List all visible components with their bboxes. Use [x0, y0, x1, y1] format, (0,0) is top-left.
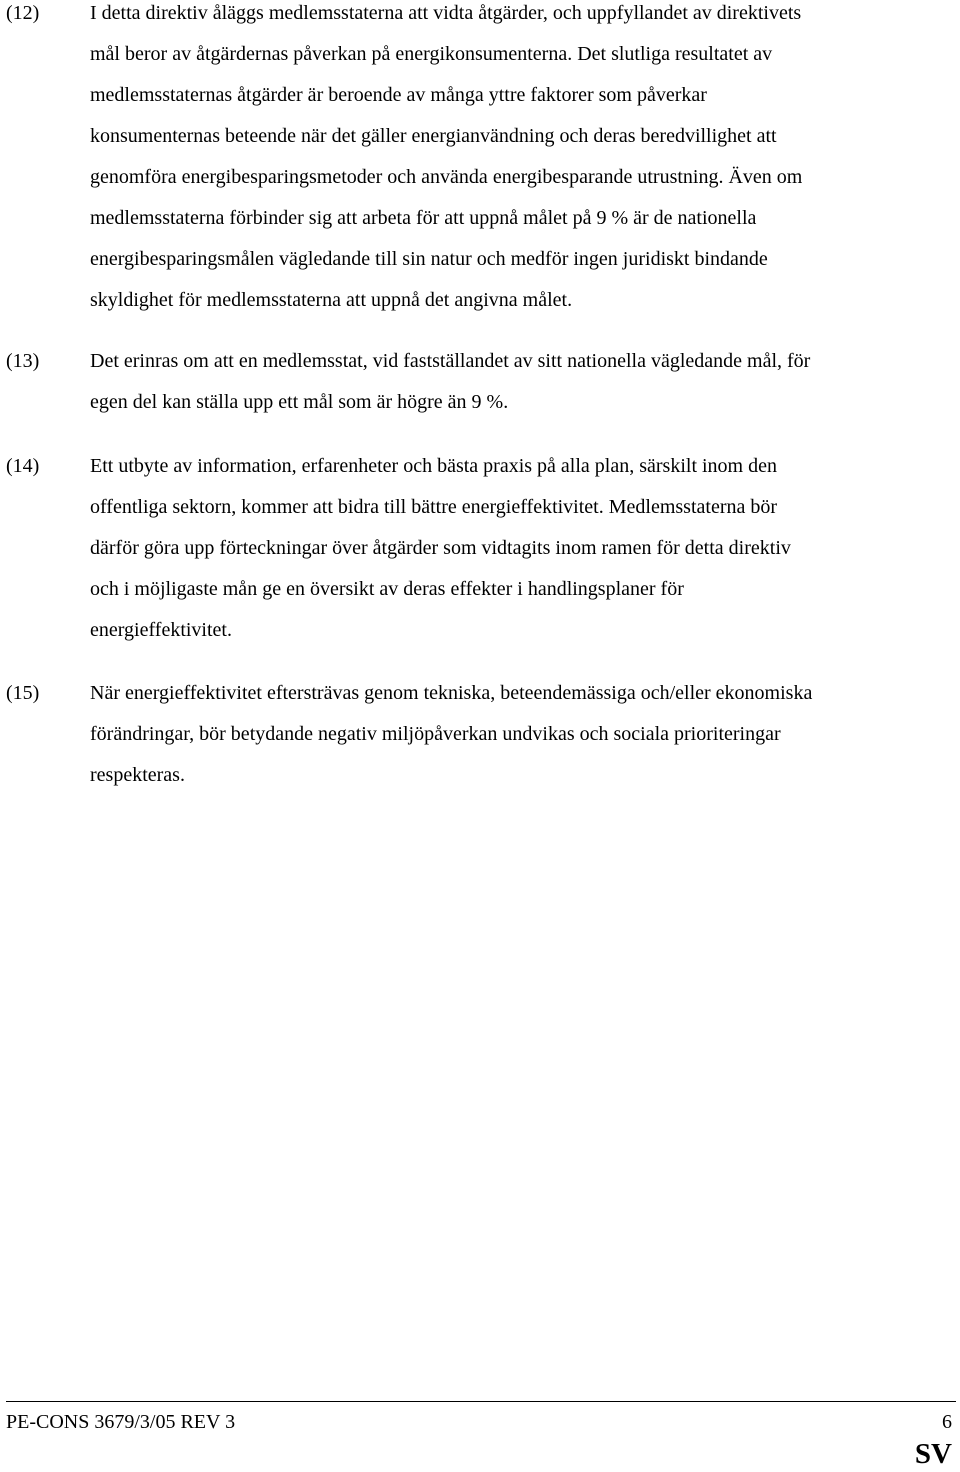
- page-number: 6: [942, 1411, 952, 1433]
- text-line: och i möjligaste mån ge en översikt av deras effekter i handlingsplaner för: [90, 578, 684, 600]
- paragraph-number: (14): [6, 455, 40, 477]
- text-line: När energieffektivitet eftersträvas genom tekniska, beteendemässiga och/eller ekonomiska: [90, 682, 813, 704]
- text-line: konsumenternas beteende när det gäller energianvändning och deras beredvillighet att: [90, 125, 777, 147]
- text-line: I detta direktiv åläggs medlemsstaterna att vidta åtgärder, och uppfyllandet av direktivets: [90, 2, 802, 24]
- text-line: energieffektivitet.: [90, 619, 232, 641]
- text-line: offentliga sektorn, kommer att bidra till bättre energieffektivitet. Medlemsstaterna bör: [90, 496, 778, 518]
- paragraph-number: (13): [6, 350, 40, 372]
- text-line: Det erinras om att en medlemsstat, vid fastställandet av sitt nationella vägledande mål, för: [90, 350, 811, 372]
- text-line: medlemsstaterna förbinder sig att arbeta för att uppnå målet på 9 % är de nationella: [90, 207, 757, 229]
- text-line: egen del kan ställa upp ett mål som är högre än 9 %.: [90, 391, 509, 413]
- text-line: energibesparingsmålen vägledande till sin natur och medför ingen juridiskt bindande: [90, 248, 768, 270]
- document-reference: PE-CONS 3679/3/05 REV 3: [6, 1411, 236, 1433]
- text-line: genomföra energibesparingsmetoder och använda energibesparande utrustning. Även om: [90, 166, 803, 188]
- footer-divider: [6, 1401, 956, 1402]
- paragraph-text: [90, 446, 950, 651]
- text-line: Ett utbyte av information, erfarenheter och bästa praxis på alla plan, särskilt inom den: [90, 455, 777, 477]
- text-line: respekteras.: [90, 764, 185, 786]
- text-line: mål beror av åtgärdernas påverkan på energikonsumenterna. Det slutliga resultatet av: [90, 43, 773, 65]
- text-line: därför göra upp förteckningar över åtgärder som vidtagits inom ramen för detta direktiv: [90, 537, 791, 559]
- paragraph-number: (15): [6, 682, 40, 704]
- paragraph-text: [90, 0, 950, 321]
- text-line: förändringar, bör betydande negativ miljöpåverkan undvikas och sociala prioriteringar: [90, 723, 781, 745]
- paragraph-number: (12): [6, 2, 40, 24]
- text-line: skyldighet för medlemsstaterna att uppnå det angivna målet.: [90, 289, 573, 311]
- text-line: medlemsstaternas åtgärder är beroende av många yttre faktorer som påverkar: [90, 84, 707, 106]
- paragraph-text: [90, 341, 950, 423]
- paragraph-text: [90, 673, 950, 796]
- language-code: SV: [914, 1438, 952, 1470]
